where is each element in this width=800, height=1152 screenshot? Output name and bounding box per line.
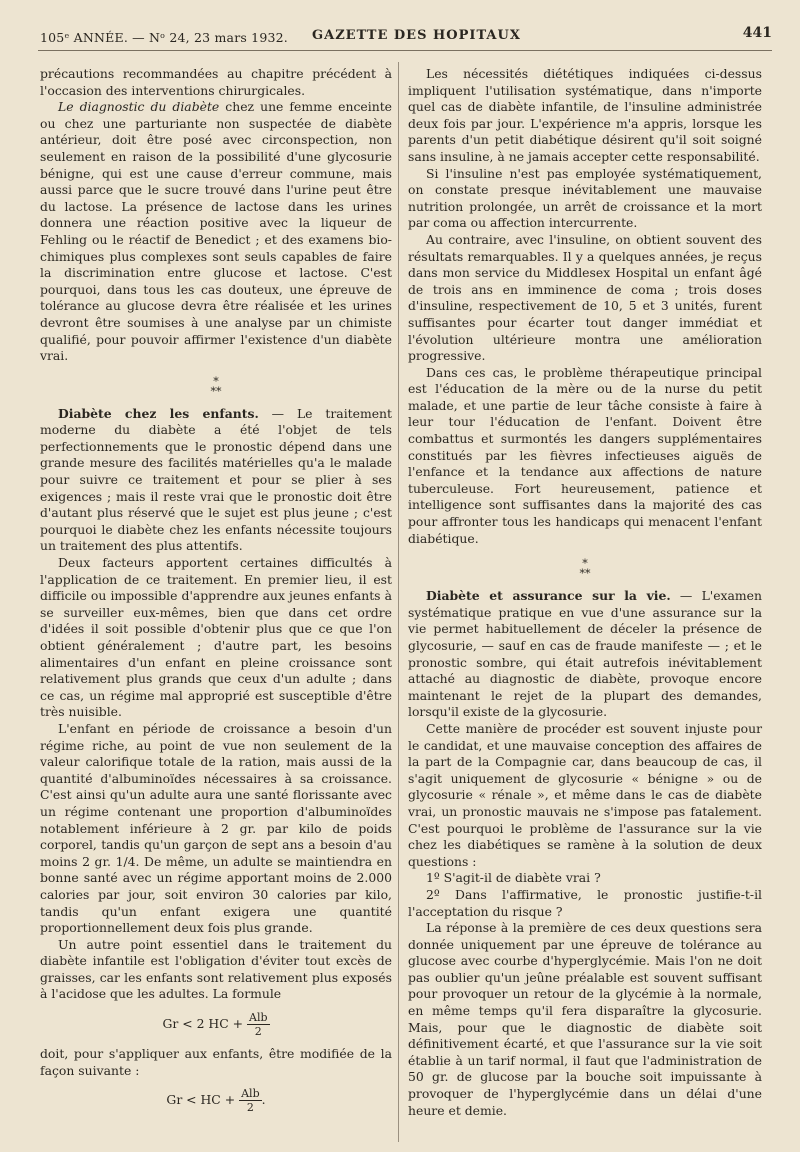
paragraph: Un autre point essentiel dans le traitement du diabète infantile est l'obligation d'éviter tout excès de graisses, car les enfants sont relativement plus exposés à l'acidose que les adultes. La formule [40, 936, 392, 1002]
fraction [247, 1011, 270, 1038]
list-item: 2º Dans l'affirmative, le pronostic justifie-t-il l'acceptation du risque ? [408, 886, 762, 919]
section-separator: * ** [579, 557, 591, 581]
formula-left: Gr < 2 HC + [162, 1016, 243, 1032]
section-title: Diabète chez les enfants. [58, 405, 259, 421]
fraction [239, 1087, 262, 1114]
fraction-numerator: Alb [241, 1087, 260, 1101]
formula [40, 1011, 392, 1038]
paragraph [40, 99, 392, 365]
paragraph-text: — Le traitement moderne du diabète a été l'objet de tels perfectionnements que le pronostic dépend dans une grande mesure des facilités matérielles qu'a le malade pour suivre ce traitement et pour se plier à ses exigences ; mais il reste vrai que le pronostic doit être d'autant plus réservé que le sujet est plus jeune ; c'est pourquoi le diabète chez les enfants nécessite toujours un traitement des plus attentifs. [40, 405, 393, 554]
paragraph: L'enfant en période de croissance a besoin d'un régime riche, au point de vue non seulement de la valeur calorifique totale de la ration, mais aussi de la quantité d'albuminoïdes nécessaires à sa croissance. C'est ainsi qu'un adulte aura une santé florissante avec un régime contenant une proportion d'albuminoïdes notablement inférieure à 2 gr. par kilo de poids corporel, tandis qu'un garçon de sept ans a besoin d'au moins 2 gr. 1/4. De même, un adulte se maintiendra en bonne santé avec un régime apportant moins de 2.000 calories par jour, soit environ 30 calories par kilo, tandis qu'un enfant exigera une quantité proportionnellement deux fois plus grande. [40, 720, 392, 936]
formula [40, 1087, 392, 1114]
column-divider [398, 62, 399, 1142]
left-column [40, 66, 392, 1122]
section-separator: * ** [210, 374, 222, 398]
page-header [40, 22, 772, 48]
fraction-denominator: 2 [246, 1101, 254, 1115]
list-item: 1º S'agit-il de diabète vrai ? [426, 870, 601, 886]
header-rule [38, 50, 772, 51]
paragraph: doit, pour s'appliquer aux enfants, être modifiée de la façon suivante : [40, 1046, 392, 1078]
paragraph-text: — L'examen systématique pratique en vue d'une assurance sur la vie permet habituellement de déceler la présence de glycosurie, — sauf en cas de fraude manifeste — ; et le pronostic sombre, qui était autrefois inévitablement attaché au diagnostic de diabète, provoque encore maintenant le rejet de la plupart des demandes, lorsqu'il existe de la glycosurie. [408, 588, 762, 720]
paragraph: Cette manière de procéder est souvent injuste pour le candidat, et une mauvaise conception des affaires de la part de la Compagnie car, dans beaucoup de cas, il s'agit uniquement de glycosurie « bénigne » ou de glycosurie « rénale », et même dans le cas de diabète vrai, un pronostic mauvais ne s'impose pas fatalement. C'est pourquoi le problème de l'assurance sur la vie chez les diabétiques se ramène à la solution de deux questions : [408, 720, 762, 869]
paragraph: Deux facteurs apportent certaines difficultés à l'application de ce traitement. En premier lieu, il est difficile ou impossible d'apprendre aux jeunes enfants à se surveiller eux-mêmes, bien que dans cet ordre d'idées il soit possible d'obtenir plus que ce que l'on obtient généralement ; d'autre part, les besoins alimentaires d'un enfant en pleine croissance sont relativement plus grands que ceux d'un adulte ; dans ce cas, un régime mal approprié est susceptible d'être très nuisible. [40, 555, 392, 720]
paragraph: Dans ces cas, le problème thérapeutique principal est l'éducation de la mère ou de la nurse du petit malade, et une partie de leur tâche consiste à faire à leur tour l'éducation de l'enfant. Doivent être combattus et surmontés les dangers supplémentaires constitués par les fièvres infectieuses aiguës de l'enfance et la tendance aux affections de nature tuberculeuse. Fort heureusement, patience et intelligence sont suffisantes dans la majorité des cas pour affronter tous les handicaps qui menacent l'enfant diabétique. [408, 364, 762, 546]
publication-title: GAZETTE DES HOPITAUX [312, 28, 521, 43]
formula-end: . [261, 1092, 266, 1108]
paragraph [408, 588, 762, 721]
paragraph: Si l'insuline n'est pas employée systématiquement, on constate presque inévitablement une mauvaise nutrition prolongée, un arrêt de croissance et la mort par coma ou affection intercurrente. [408, 165, 762, 231]
paragraph-text: chez une femme enceinte ou chez une parturiante non suspectée de diabète antérieur, doit être posé avec circonspection, non seulement en raison de la possibilité d'une glycosurie bénigne, qui est une cause d'erreur commune, mais aussi parce que le sucre trouvé dans l'urine peut être du lactose. La présence de lactose dans les urines donnera une réaction positive avec la liqueur de Fehling ou le réactif de Benedict ; et des examens bio-chimiques plus complexes sont seuls capables de faire la discrimination entre glucose et lactose. C'est pourquoi, dans tous les cas douteux, une épreuve de tolérance au glucose devra être réalisée et les urines devront être soumises à une analyse par un chimiste qualifié, pour pouvoir affirmer l'existence d'un diabète vrai. [40, 99, 393, 364]
fraction-denominator: 2 [254, 1025, 262, 1039]
paragraph: La réponse à la première de ces deux questions sera donnée uniquement par une épreuve de tolérance au glucose avec courbe d'hyperglycémie. Mais l'on ne doit pas oublier qu'un jeûne préalable est souvent suffisant pour provoquer un retour de la glycémie à la normale, en même temps qu'il fera disparaître la glycosurie. Mais, pour que le diagnostic de diabète soit définitivement écarté, et que l'assurance sur la vie soit établie à un tarif normal, il faut que l'administration de 50 gr. de glucose par la bouche soit impuissante à provoquer de l'hyperglycémie dans un délai d'une heure et demie. [408, 920, 762, 1118]
page-number: 441 [742, 25, 772, 41]
paragraph: précautions recommandées au chapitre précédent à l'occasion des interventions chirurgicales. [40, 66, 392, 98]
paragraph: Les nécessités diététiques indiquées ci-dessus impliquent l'utilisation systématique, dans n'importe quel cas de diabète infantile, de l'insuline administrée deux fois par jour. L'expérience m'a appris, lorsque les parents d'un petit diabétique désirent qu'il soit soigné sans insuline, à ne jamais accepter cette responsabilité. [408, 66, 762, 164]
paragraph [40, 406, 392, 555]
issue-info: 105ᵉ ANNÉE. — Nᵒ 24, 23 mars 1932. [40, 30, 288, 45]
right-column [408, 66, 762, 1119]
formula-left: Gr < HC + [166, 1092, 236, 1108]
italic-lead: Le diagnostic du diabète [58, 99, 220, 115]
paragraph: Au contraire, avec l'insuline, on obtient souvent des résultats remarquables. Il y a quelques années, je reçus dans mon service du Middlesex Hospital un enfant âgé de trois ans en imminence de coma ; trois doses d'insuline, respectivement de 10, 5 et 3 unités, furent suffisantes pour écarter tout danger immédiat et l'évolution ultérieure montra une amélioration progressive. [408, 231, 762, 364]
fraction-numerator: Alb [249, 1011, 268, 1025]
section-title: Diabète et assurance sur la vie. [426, 588, 671, 604]
